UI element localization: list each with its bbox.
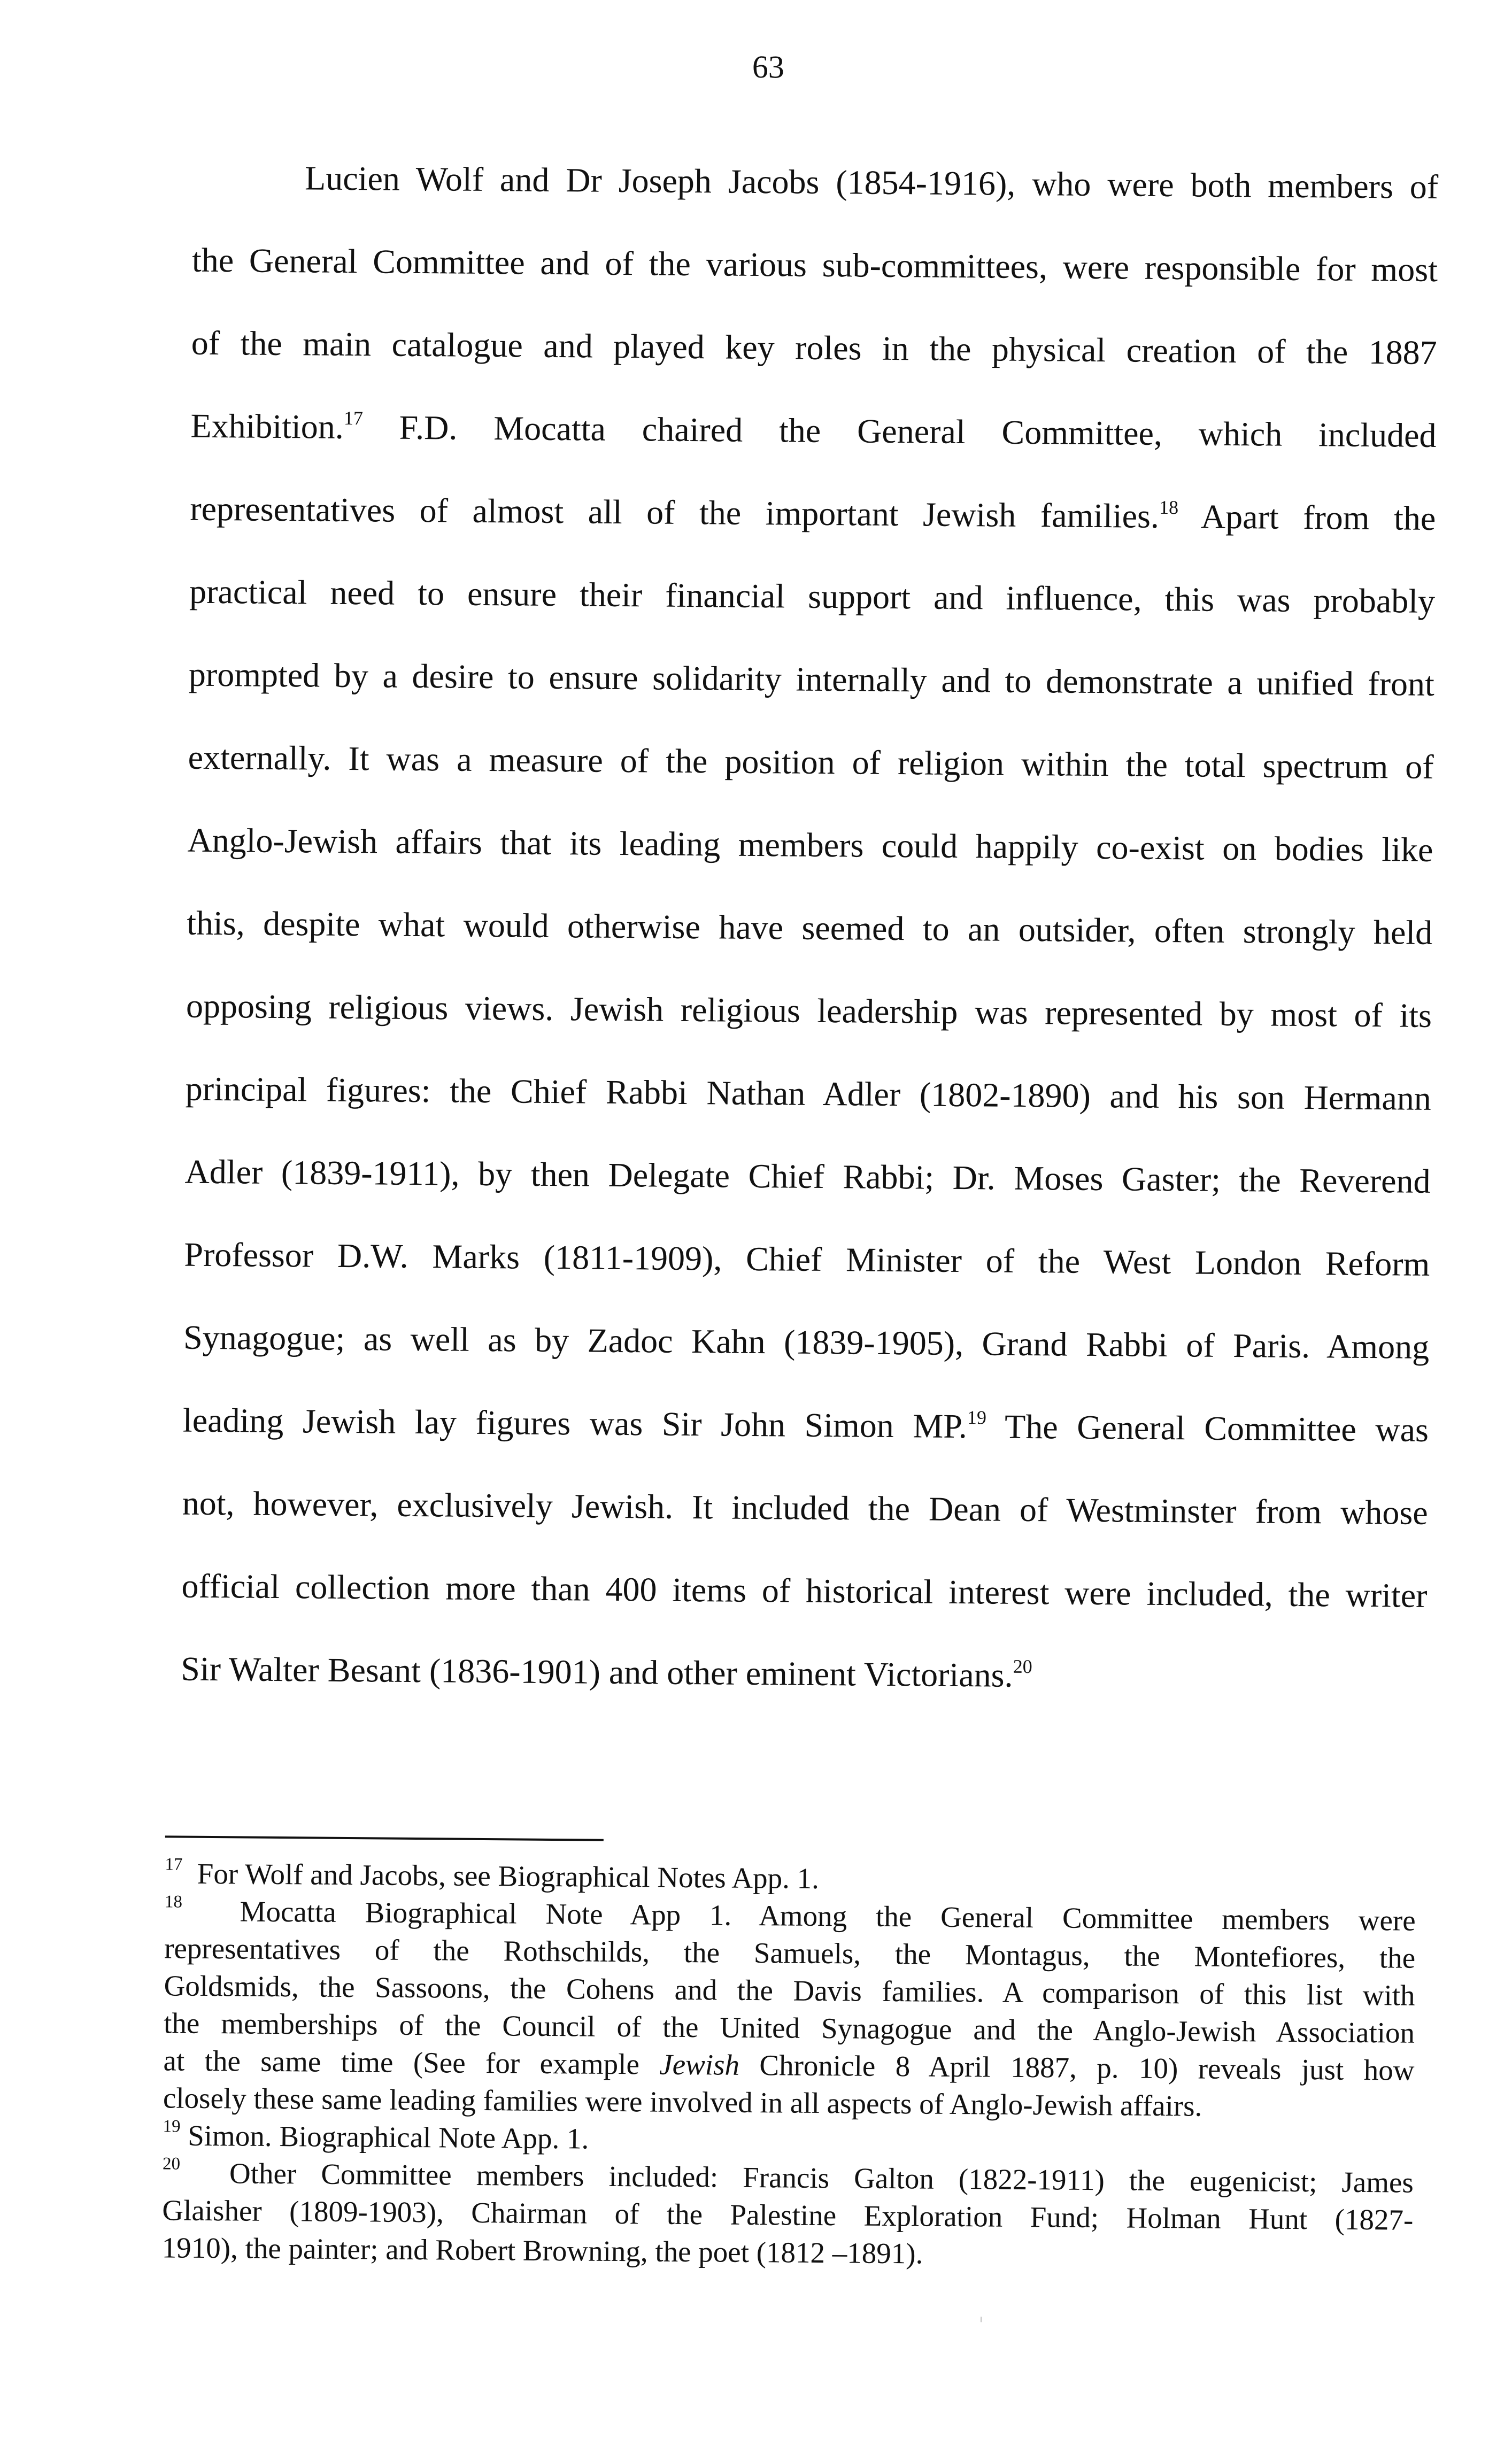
footnote-line: representatives of the Rothschilds, the Samuels, the Montagus, the Montefiores, the: [164, 1932, 1416, 1974]
body-line: not, however, exclusively Jewish. It included the Dean of Westminster from whose: [182, 1484, 1428, 1532]
body-line: the General Committee and of the various sub-committees, were responsible for most: [191, 241, 1438, 289]
footnote-divider: [165, 1835, 604, 1841]
footnote-number: 20: [162, 2154, 181, 2174]
body-segment: leading Jewish lay figures was Sir John Simon MP.: [182, 1401, 968, 1446]
footnote-20: $^{20}$ Other Committee members included: Francis Galton (1822-1911) the eugenicist; James: [162, 2154, 1414, 2199]
footnote-17: $^{17}$ For Wolf and Jacobs, see Biographical Notes App. 1.: [165, 1855, 820, 1895]
body-segment: Exhibition.: [190, 406, 344, 446]
body-line: prompted by a desire to ensure solidarity internally and to demonstrate a unified front: [188, 655, 1435, 703]
body-line: Professor D.W. Marks (1811-1909), Chief Minister of the West London Reform: [184, 1235, 1430, 1283]
body-segment: Apart from the: [1200, 497, 1436, 537]
italic-text: Jewish: [659, 2048, 740, 2081]
body-segment: F.D. Mocatta chaired the General Committee, which included: [399, 408, 1437, 454]
footnote-ref: 18: [1159, 496, 1179, 518]
footnote-19: $^{19}$ Simon. Biographical Note App. 1.: [163, 2117, 589, 2155]
body-line: opposing religious views. Jewish religious leadership was represented by most of its: [186, 986, 1432, 1035]
body-line: [190, 488, 1436, 540]
body-line: Adler (1839-1911), by then Delegate Chief Rabbi; Dr. Moses Gaster; the Reverend: [184, 1152, 1431, 1200]
body-line: official collection more than 400 items of historical interest were included, the writer: [181, 1566, 1428, 1615]
footnote-ref: 17: [343, 407, 364, 429]
body-line: [190, 405, 1437, 457]
body-line: externally. It was a measure of the position of religion within the total spectrum of: [188, 738, 1434, 786]
footnote-line: Glaisher (1809-1903), Chairman of the Palestine Exploration Fund; Holman Hunt (1827-: [162, 2194, 1414, 2236]
body-segment: representatives of almost all of the important Jewish families.: [190, 489, 1160, 535]
body-segment: The General Committee was: [1004, 1407, 1429, 1449]
body-line: [183, 1399, 1429, 1452]
footnote-number: 19: [163, 2117, 181, 2136]
footnote-number: 17: [165, 1855, 183, 1874]
body-line: principal figures: the Chief Rabbi Nathan Adler (1802-1890) and his son Hermann: [185, 1069, 1432, 1117]
body-line: practical need to ensure their financial support and influence, this was probably: [189, 572, 1436, 620]
footnote-number: 18: [164, 1892, 183, 1912]
body-line: Synagogue; as well as by Zadoc Kahn (1839-1905), Grand Rabbi of Paris. Among: [183, 1318, 1430, 1366]
footnote-18: $^{18}$ Mocatta Biographical Note App 1. Among the General Committee members were: [164, 1892, 1416, 1937]
body-line: this, despite what would otherwise have seemed to an outsider, often strongly held: [186, 904, 1433, 952]
body-line: Lucien Wolf and Dr Joseph Jacobs (1854-1916), who were both members of: [304, 159, 1439, 206]
body-line: Sir Walter Besant (1836-1901) and other eminent Victorians.$^{20}$: [181, 1649, 1032, 1694]
scan-speck: [981, 2317, 982, 2322]
body-line: of the main catalogue and played key roles in the physical creation of the 1887: [191, 323, 1438, 372]
body-line: Anglo-Jewish affairs that its leading members could happily co-exist on bodies like: [187, 821, 1433, 869]
footnote-line: 1910), the painter; and Robert Browning, the poet (1812 –1891).: [161, 2231, 923, 2270]
footnote-line: at the same time (See for example Jewish Chronicle 8 April 1887, p. 10) reveals just how: [163, 2044, 1415, 2087]
footnote-ref: 20: [1013, 1655, 1032, 1677]
page-number: 63: [752, 49, 785, 85]
footnote-line: the memberships of the Council of the United Synagogue and the Anglo-Jewish Association: [163, 2006, 1415, 2049]
footnote-line: closely these same leading families were involved in all aspects of Anglo-Jewish affairs.: [163, 2081, 1202, 2122]
footnote-line: Goldsmids, the Sassoons, the Cohens and the Davis families. A comparison of this list with: [164, 1969, 1415, 2012]
footnote-ref: 19: [967, 1406, 987, 1429]
